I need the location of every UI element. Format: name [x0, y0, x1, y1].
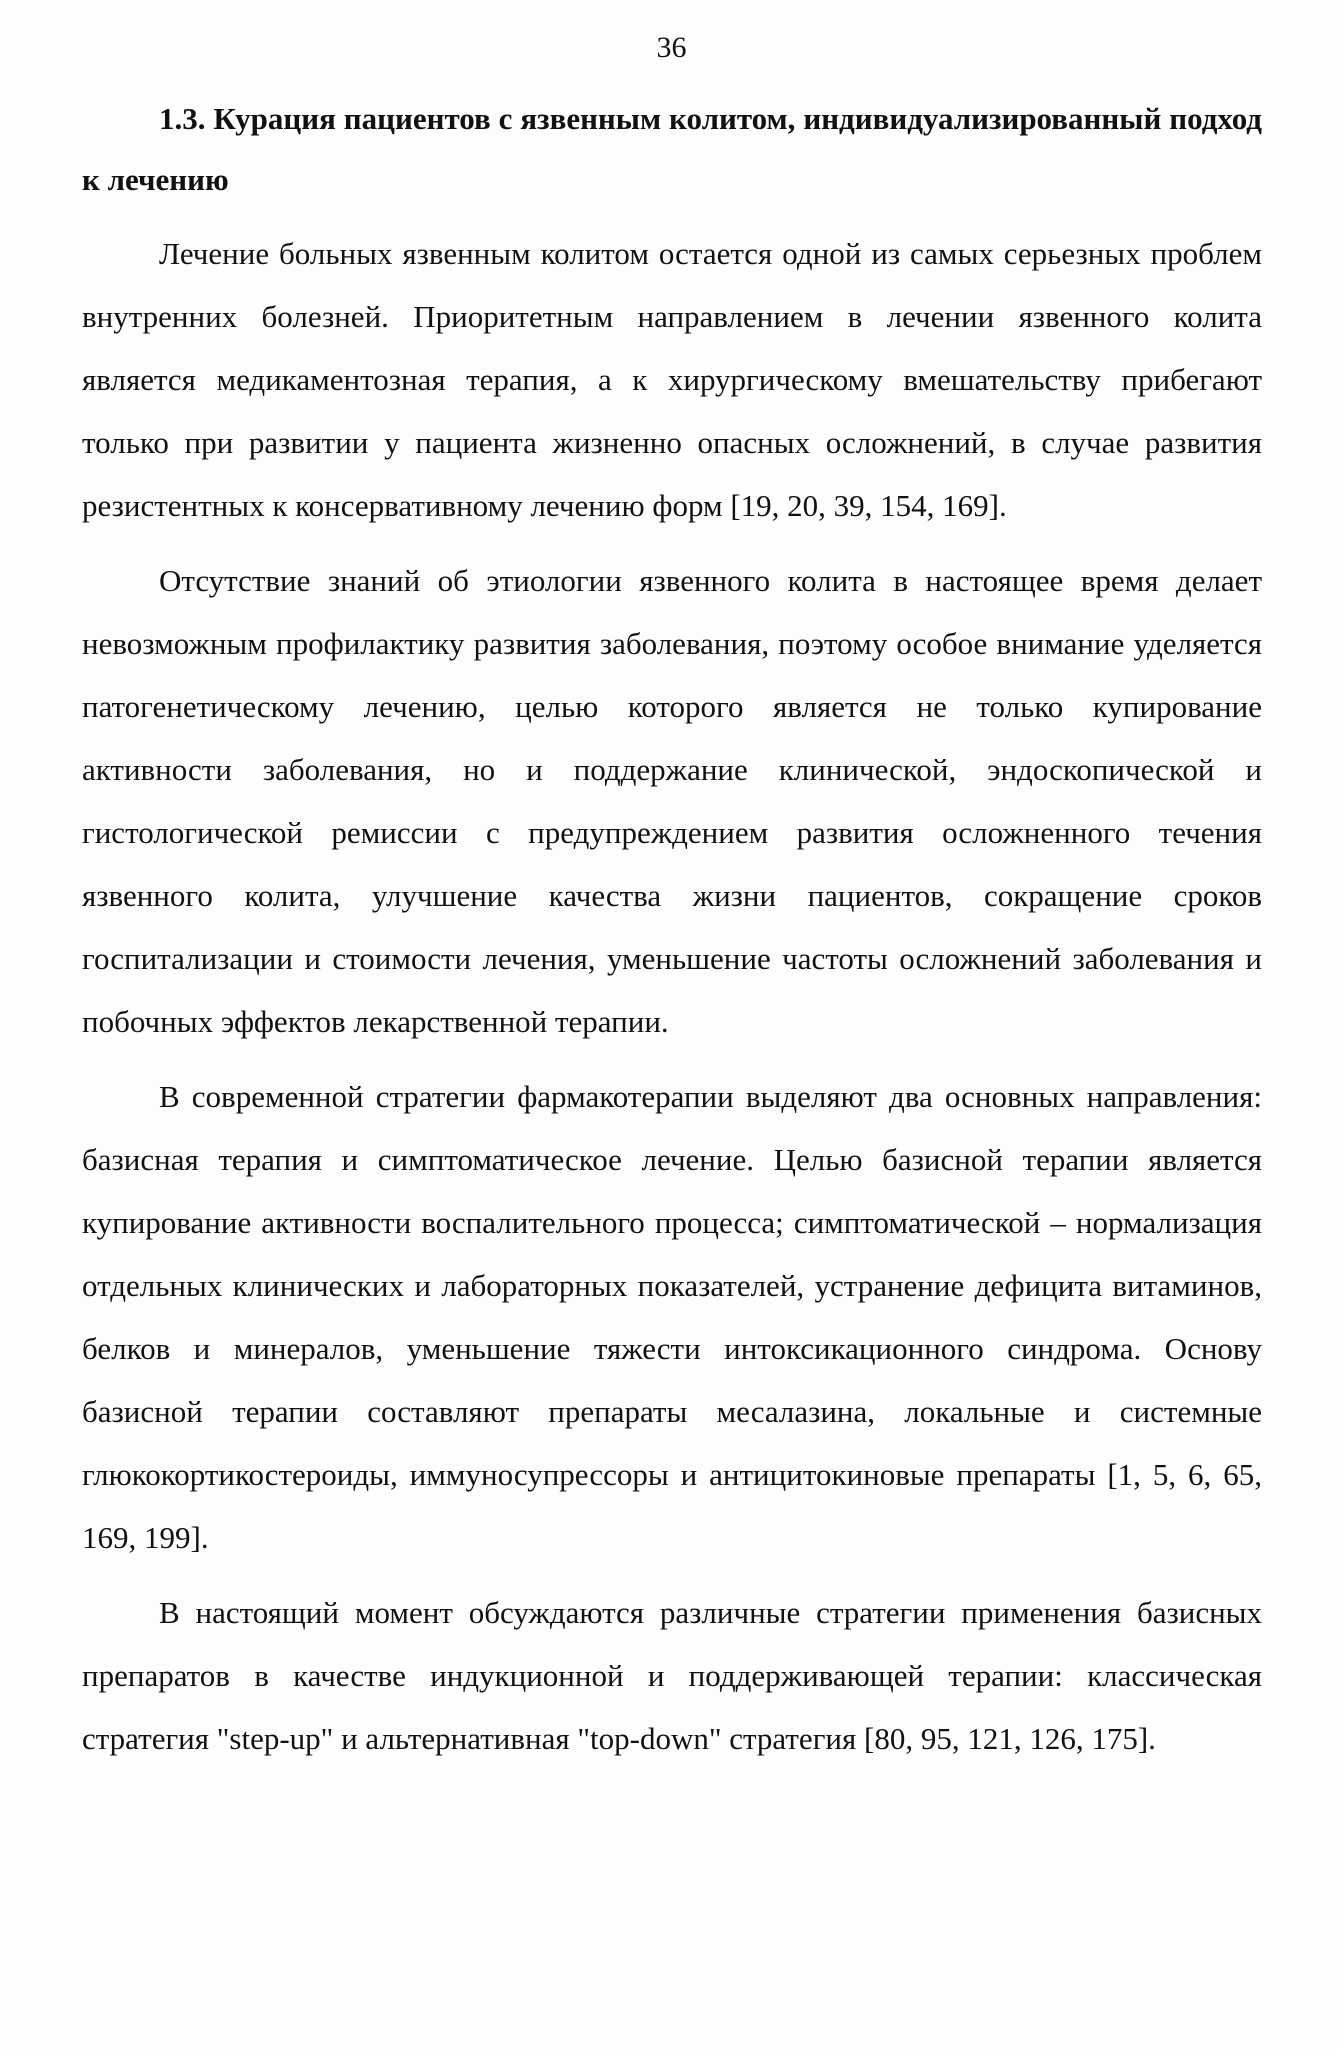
page-number: 36: [656, 31, 687, 64]
section-heading: 1.3. Курация пациентов с язвенным колитом, индивидуализированный подход к лечению: [82, 101, 1262, 197]
paragraph-2: Отсутствие знаний об этиологии язвенного колита в настоящее время делает невозможным профилактику развития заболевания, поэтому особое внимание уделяется патогенетическому лечению, целью которого является не только купирование активности заболевания, но и поддержание клинической, эндоскопической и гистологической ремиссии с предупреждением развития осложненного течения язвенного колита, улучшение качества жизни пациентов, сокращение сроков госпитализации и стоимости лечения, уменьшение частоты осложнений заболевания и побочных эффектов лекарственной терапии.: [82, 563, 1262, 1039]
page-content: [82, 88, 1262, 1782]
paragraph-3: В современной стратегии фармакотерапии выделяют два основных направления: базисная терапия и симптоматическое лечение. Целью базисной терапии является купирование активности воспалительного процесса; симптоматической – нормализация отдельных клинических и лабораторных показателей, устранение дефицита витаминов, белков и минералов, уменьшение тяжести интоксикационного синдрома. Основу базисной терапии составляют препараты месалазина, локальные и системные глюкокортикостероиды, иммуносупрессоры и антицитокиновые препараты [1, 5, 6, 65, 169, 199].: [82, 1079, 1262, 1555]
paragraph-1: Лечение больных язвенным колитом остается одной из самых серьезных проблем внутренних болезней. Приоритетным направлением в лечении язвенного колита является медикаментозная терапия, а к хирургическому вмешательству прибегают только при развитии у пациента жизненно опасных осложнений, в случае развития резистентных к консервативному лечению форм [19, 20, 39, 154, 169].: [82, 236, 1262, 523]
paragraph-4: В настоящий момент обсуждаются различные стратегии применения базисных препаратов в качестве индукционной и поддерживающей терапии: классическая стратегия "step-up" и альтернативная "top-down" стратегия [80, 95, 121, 126, 175].: [82, 1595, 1262, 1756]
